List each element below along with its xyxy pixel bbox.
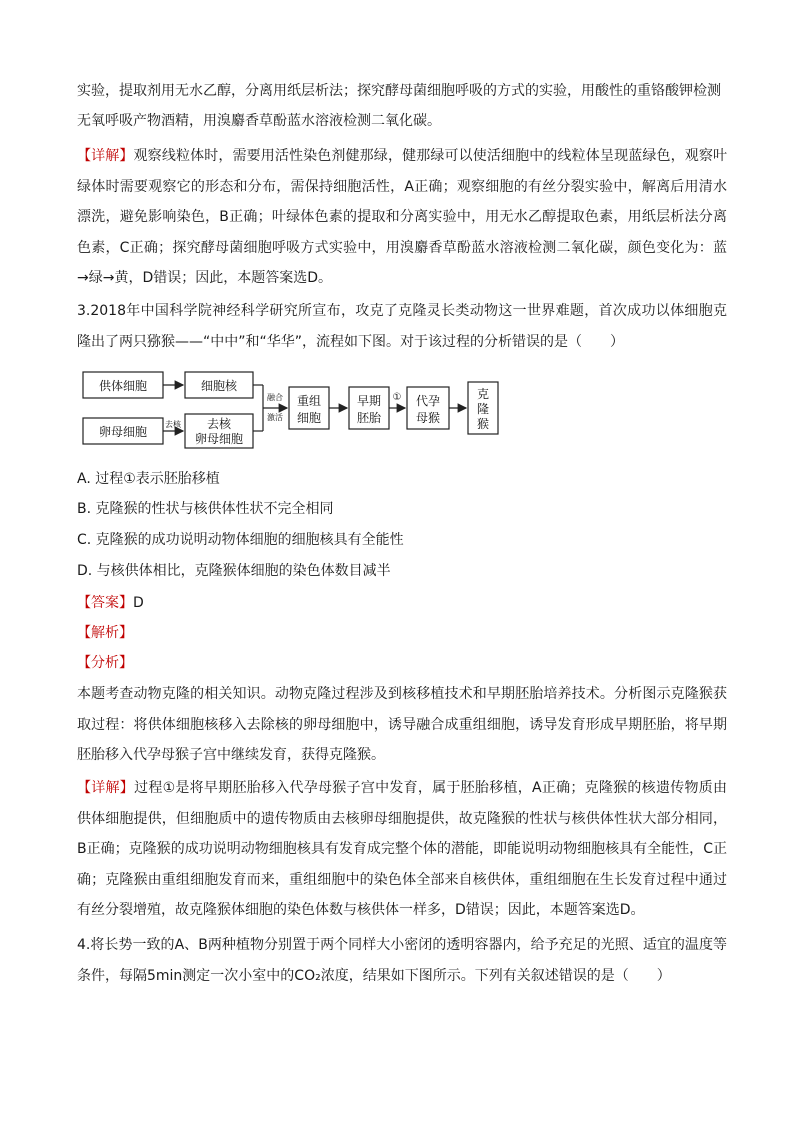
fenxi-paragraph: 本题考查动物克隆的相关知识。动物克隆过程涉及到核移植技术和早期胚胎培养技术。分析图示克隆猴获取过程：将供体细胞核移入去除核的卵母细胞中，诱导融合成重组细胞，诱导发育形成早期胚胎，将早期胚胎移入代孕母猴子宫中继续发育，获得克隆猴。	[77, 686, 727, 763]
early-embryo-label-1: 早期	[356, 394, 382, 408]
early-embryo-label-2: 胚胎	[356, 411, 382, 425]
enucleated-label-2: 卵母细胞	[194, 432, 244, 446]
nucleus-label: 细胞核	[200, 379, 238, 393]
recon-label-2: 细胞	[296, 411, 322, 425]
enucleated-label-1: 去核	[206, 417, 232, 431]
q3-detail-tag: 【详解】	[77, 780, 135, 796]
q4-stem: 4.将长势一致的A、B两种植物分别置于两个同样大小密闭的透明容器内，给予充足的光照、适宜的温度等条件，每隔5min测定一次小室中的CO₂浓度，结果如下图所示。下列有关叙述错误的是（ ）	[77, 937, 727, 984]
step-one-label: ①	[392, 392, 402, 403]
q2-detail-paragraph	[77, 141, 727, 294]
option-b: B. 克隆猴的性状与核供体性状不完全相同	[77, 501, 334, 517]
surrogate-label-2: 母猴	[415, 411, 441, 425]
donor-cell-label: 供体细胞	[98, 379, 148, 393]
q3-detail-paragraph	[77, 773, 727, 926]
cloning-flow-diagram	[77, 362, 507, 452]
recon-label-1: 重组	[296, 394, 322, 408]
remove-nucleus-label: 去核	[165, 420, 181, 429]
option-a: A. 过程①表示胚胎移植	[77, 471, 220, 487]
answer-value: D	[133, 595, 144, 611]
clone-label-1: 克	[476, 387, 490, 401]
answer-tag: 【答案】	[77, 595, 133, 611]
intro-line-2: 无氧呼吸产物酒精，用溴麝香草酚蓝水溶液检测二氧化碳。	[77, 113, 441, 129]
detail-tag: 【详解】	[77, 148, 134, 164]
option-d: D. 与核供体相比，克隆猴体细胞的染色体数目减半	[77, 563, 391, 579]
q3-detail-text: 过程①是将早期胚胎移入代孕母猴子宫中发育，属于胚胎移植，A正确；克隆猴的核遗传物质由供体细胞提供，但细胞质中的遗传物质由去核卵母细胞提供，故克隆猴的性状与核供体性状大部分相同，B正确；克隆猴的成功说明动物细胞核具有发育成完整个体的潜能，即能说明动物细胞核具有全能性，C正确；克隆猴由重组细胞发育而来，重组细胞中的染色体全部来自核供体，重组细胞在生长发育过程中通过有丝分裂增殖，故克隆猴体细胞的染色体数与核供体一样多，D错误；因此，本题答案选D。	[77, 780, 727, 918]
intro-line-1: 实验，提取剂用无水乙醇，分离用纸层析法；探究酵母菌细胞呼吸的方式的实验，用酸性的重铬酸钾检测	[77, 83, 721, 99]
clone-label-2: 隆	[476, 402, 490, 416]
option-c: C. 克隆猴的成功说明动物体细胞的细胞核具有全能性	[77, 532, 404, 548]
clone-label-3: 猴	[476, 417, 490, 431]
analysis-tag: 【解析】	[77, 625, 133, 641]
answer-line	[77, 592, 144, 614]
fenxi-tag: 【分析】	[77, 655, 133, 671]
surrogate-label-1: 代孕	[415, 394, 441, 408]
fuse-label: 融合	[267, 393, 283, 402]
q3-stem: 3.2018年中国科学院神经科学研究所宣布，攻克了克隆灵长类动物这一世界难题，首次成功以体细胞克隆出了两只猕猴——“中中”和“华华”，流程如下图。对于该过程的分析错误的是（ ）	[77, 303, 727, 350]
detail-text: 观察线粒体时，需要用活性染色剂健那绿，健那绿可以使活细胞中的线粒体呈现蓝绿色，观察叶绿体时需要观察它的形态和分布，需保持细胞活性，A正确；观察细胞的有丝分裂实验中，解离后用清水漂洗，避免影响染色，B正确；叶绿体色素的提取和分离实验中，用无水乙醇提取色素，用纸层析法分离色素，C正确；探究酵母菌细胞呼吸方式实验中，用溴麝香草酚蓝水溶液检测二氧化碳，颜色变化为：蓝→绿→黄，D错误；因此，本题答案选D。	[77, 148, 728, 286]
egg-cell-label: 卵母细胞	[98, 425, 148, 439]
activate-label: 激活	[267, 413, 283, 422]
